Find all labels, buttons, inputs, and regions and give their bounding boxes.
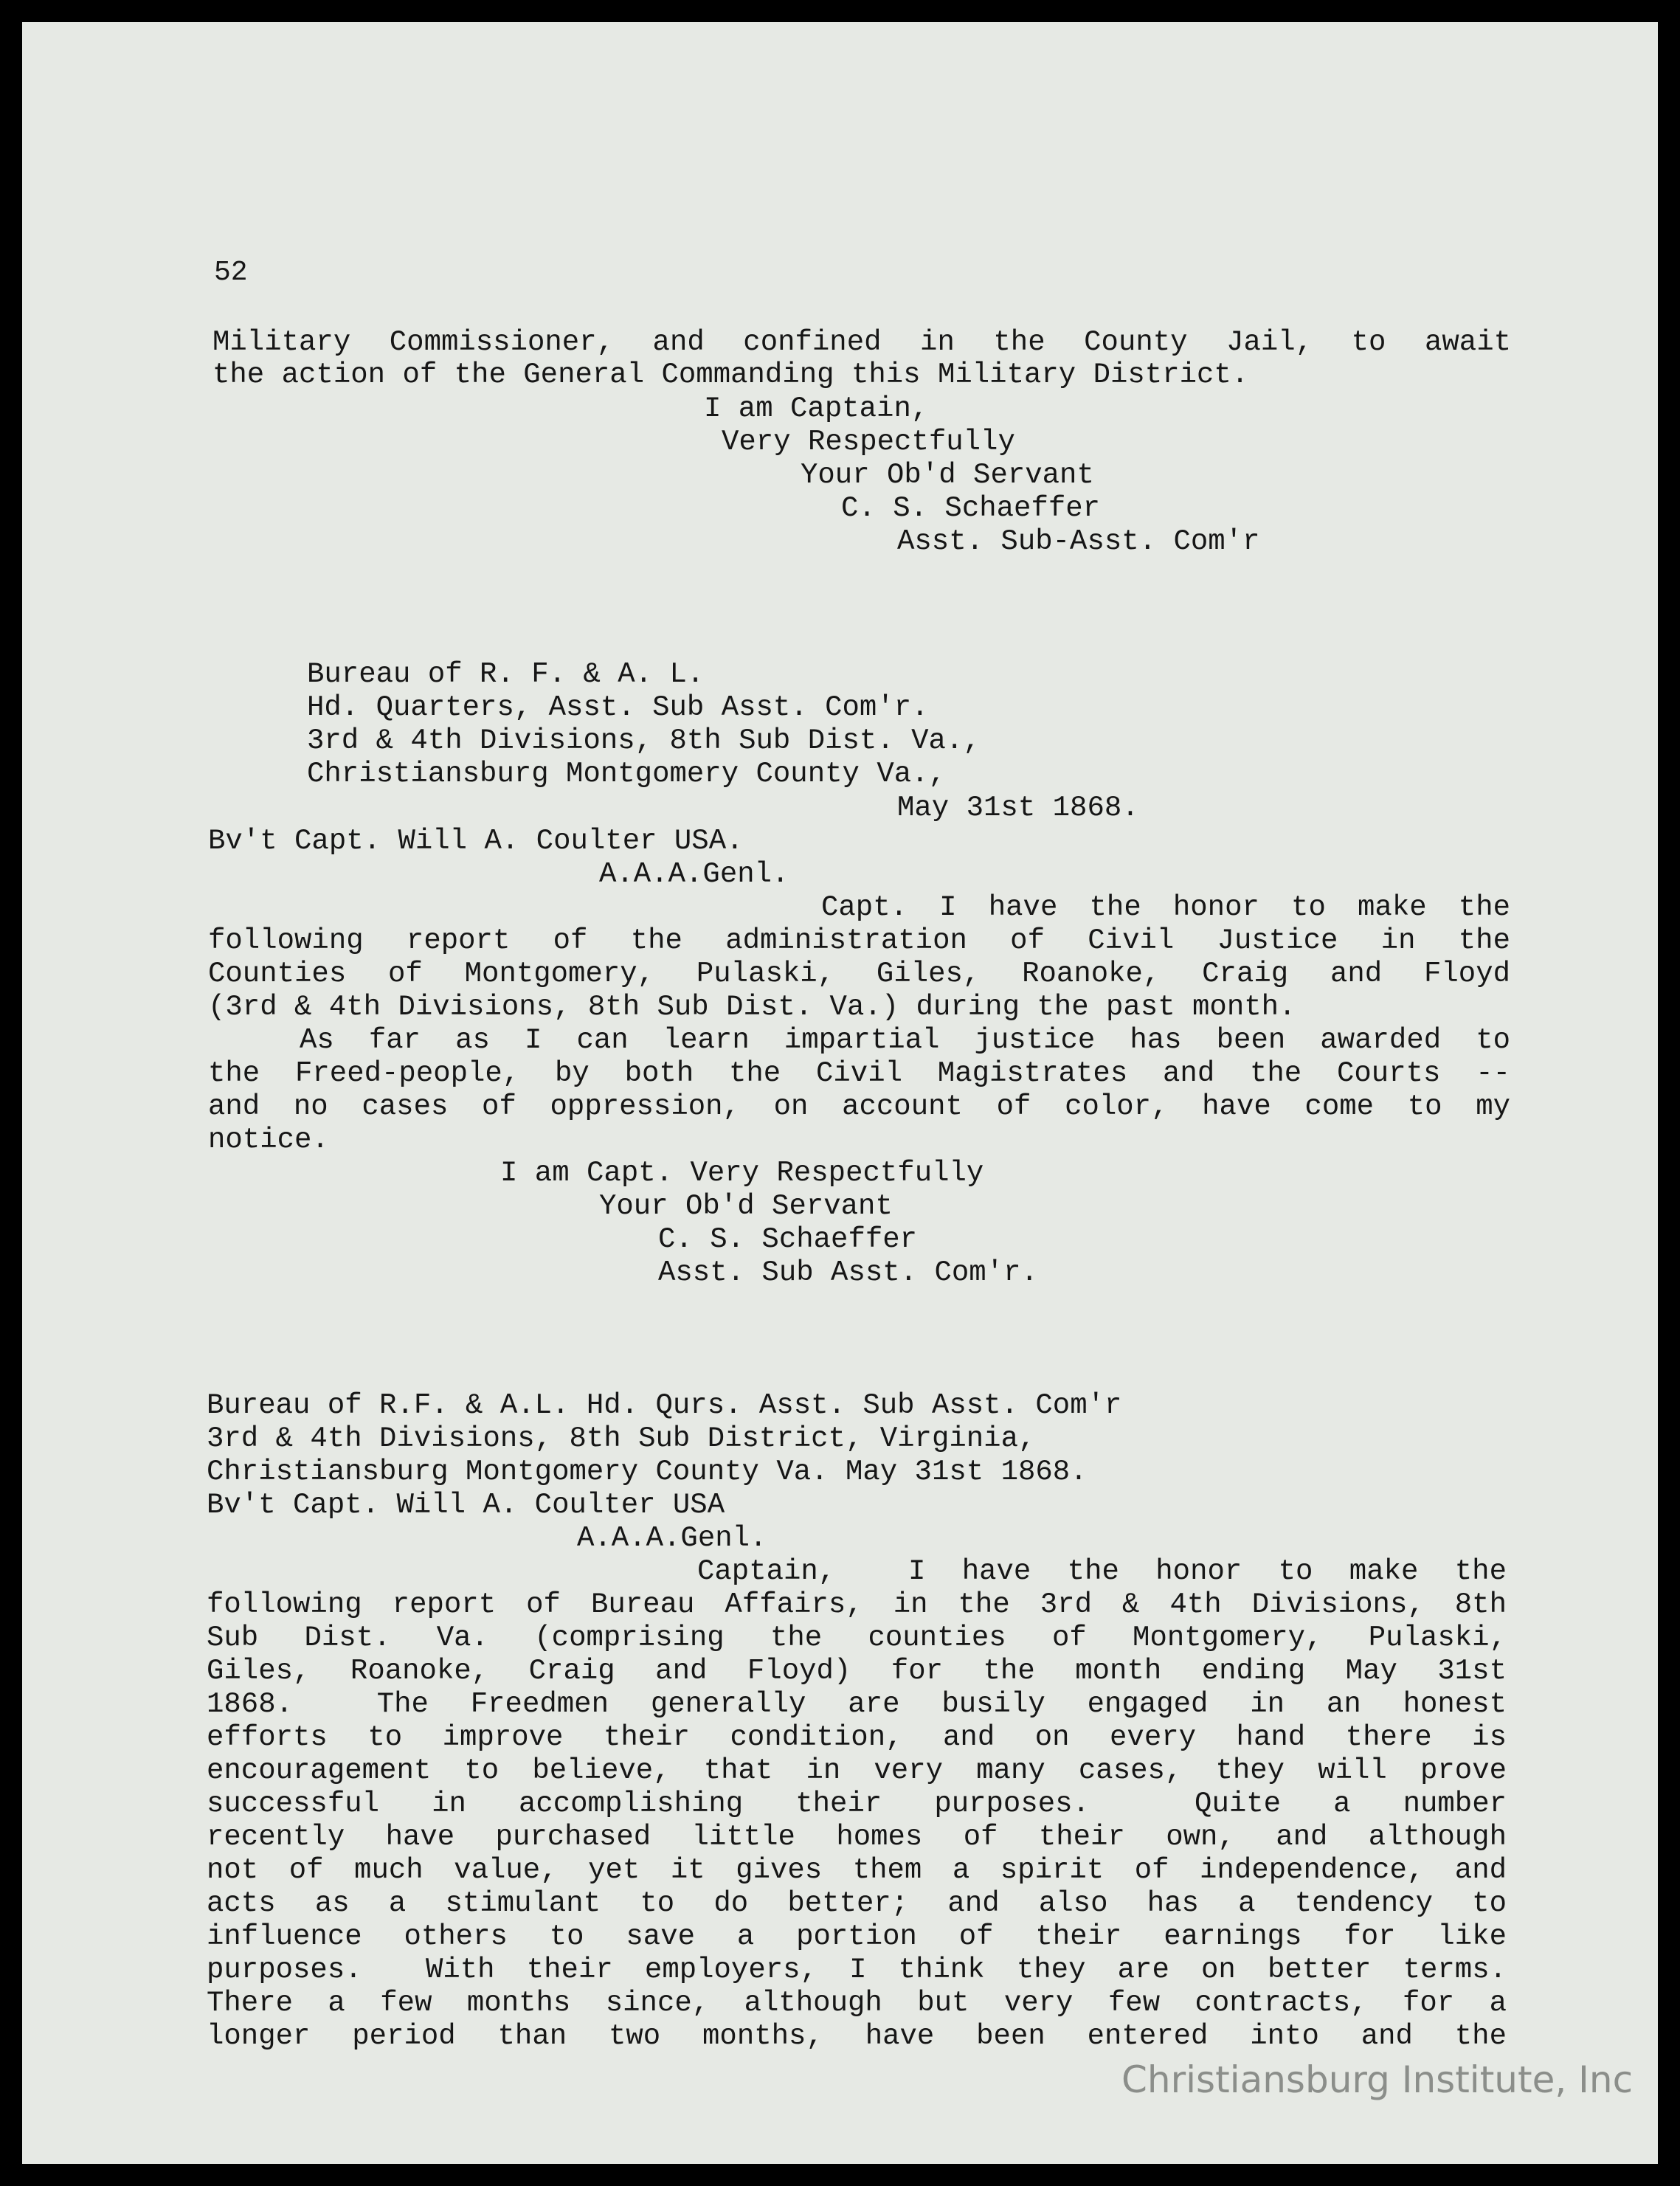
letter2-heading-line: 3rd & 4th Divisions, 8th Sub Dist. Va., — [307, 724, 981, 757]
letter3-body-line: recently have purchased little homes of their own, and although — [207, 1821, 1507, 1853]
letter2-body-line: Counties of Montgomery, Pulaski, Giles, Roanoke, Craig and Floyd — [208, 958, 1510, 990]
letter3-body-line: Captain, I have the honor to make the — [697, 1555, 1507, 1588]
letter3-body-line: encouragement to believe, that in very many cases, they will prove — [207, 1754, 1507, 1787]
letter2-signature: C. S. Schaeffer — [658, 1223, 918, 1256]
letter3-body-line: There a few months since, although but very few contracts, for a — [207, 1987, 1507, 2019]
watermark: Christiansburg Institute, Inc — [1121, 2058, 1634, 2101]
letter3-body-line: longer period than two months, have been entered into and the — [207, 2020, 1507, 2052]
letter3-body-line: efforts to improve their condition, and on every hand there is — [207, 1721, 1507, 1754]
letter1-closing-line: Your Ob'd Servant — [801, 459, 1094, 491]
letter2-body-line: following report of the administration of Civil Justice in the — [208, 924, 1510, 957]
letter1-closing-line: Asst. Sub-Asst. Com'r — [897, 525, 1260, 558]
letter3-heading-line: Bureau of R.F. & A.L. Hd. Qurs. Asst. Sub Asst. Com'r — [207, 1389, 1122, 1422]
letter3-body-line: Sub Dist. Va. (comprising the counties of Montgomery, Pulaski, — [207, 1622, 1507, 1654]
letter2-body-line: the Freed-people, by both the Civil Magistrates and the Courts -- — [208, 1057, 1510, 1090]
letter3-addressee-title: A.A.A.Genl. — [577, 1522, 767, 1554]
letter2-closing-line: Asst. Sub Asst. Com'r. — [658, 1256, 1038, 1289]
letter1-closing-line: Very Respectfully — [722, 426, 1015, 458]
letter3-heading-line: 3rd & 4th Divisions, 8th Sub District, Virginia, — [207, 1422, 1036, 1455]
letter2-heading-line: Bureau of R. F. & A. L. — [307, 658, 705, 691]
letter3-heading-line: Christiansburg Montgomery County Va. May 31st 1868. — [207, 1456, 1088, 1488]
letter1-closing-line: I am Captain, — [704, 392, 929, 425]
letter3-body-line: influence others to save a portion of their earnings for like — [207, 1920, 1507, 1953]
letter2-body-line: Capt. I have the honor to make the — [821, 891, 1510, 924]
letter2-addressee: Bv't Capt. Will A. Coulter USA. — [208, 825, 744, 857]
letter3-body-line: Giles, Roanoke, Craig and Floyd) for the month ending May 31st — [207, 1655, 1507, 1687]
letter3-addressee: Bv't Capt. Will A. Coulter USA — [207, 1489, 725, 1521]
letter2-heading-line: Hd. Quarters, Asst. Sub Asst. Com'r. — [307, 691, 929, 724]
document-page — [22, 22, 1658, 2164]
letter1-body-line: the action of the General Commanding this Military District. — [212, 359, 1249, 391]
letter3-body-line: not of much value, yet it gives them a spirit of independence, and — [207, 1854, 1507, 1886]
letter3-body-line: following report of Bureau Affairs, in the 3rd & 4th Divisions, 8th — [207, 1588, 1507, 1621]
letter3-body-line: 1868. The Freedmen generally are busily engaged in an honest — [207, 1688, 1507, 1720]
page-number: 52 — [214, 257, 248, 288]
letter3-body-line: successful in accomplishing their purposes. Quite a number — [207, 1788, 1507, 1820]
letter3-body-line: acts as a stimulant to do better; and also has a tendency to — [207, 1887, 1507, 1920]
letter1-body-line: Military Commissioner, and confined in the County Jail, to await — [212, 326, 1511, 359]
letter2-date: May 31st 1868. — [897, 792, 1139, 824]
letter2-body-line: (3rd & 4th Divisions, 8th Sub Dist. Va.) during the past month. — [208, 991, 1296, 1023]
letter3-body-line: purposes. With their employers, I think they are on better terms. — [207, 1954, 1507, 1986]
letter2-body-line: and no cases of oppression, on account of color, have come to my — [208, 1090, 1510, 1123]
letter2-closing-line: Your Ob'd Servant — [599, 1190, 893, 1222]
letter2-body-line: notice. — [208, 1124, 329, 1156]
letter2-body-line: As far as I can learn impartial justice has been awarded to — [300, 1024, 1510, 1056]
letter2-heading-line: Christiansburg Montgomery County Va., — [307, 758, 946, 790]
letter2-closing-line: I am Capt. Very Respectfully — [500, 1157, 984, 1189]
letter2-addressee-title: A.A.A.Genl. — [599, 858, 789, 890]
letter1-signature: C. S. Schaeffer — [841, 492, 1101, 525]
